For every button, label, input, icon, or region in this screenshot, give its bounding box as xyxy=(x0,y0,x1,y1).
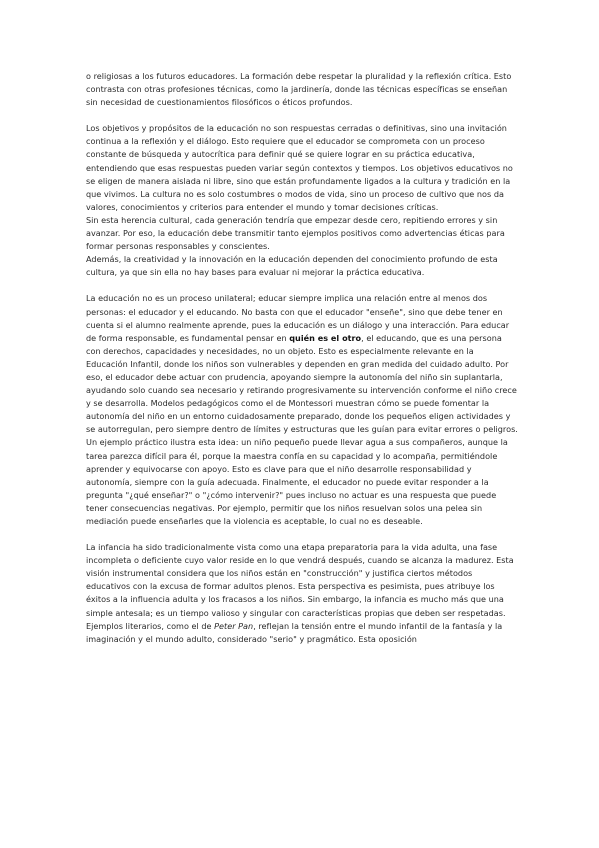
paragraph-gap xyxy=(86,528,518,541)
paragraph-5 xyxy=(86,292,518,528)
paragraph-gap xyxy=(86,109,518,122)
paragraph-6-italic-title: Peter Pan xyxy=(214,620,254,631)
paragraph-gap xyxy=(86,279,518,292)
paragraph-5-bold-phrase: quién es el otro xyxy=(289,332,362,343)
paragraph-5-text-a: La educación no es un proceso unilateral; educar siempre implica una relación entre al menos dos personas: el educador y el educando. No basta con que el educador "enseñe", sino que debe tener en cuenta si el alumno realmente aprende, pues la educación es un diálogo y una interacción. Para educar de forma responsable, es fundamental pensar en xyxy=(86,293,510,343)
paragraph-2: Los objetivos y propósitos de la educación no son respuestas cerradas o definitivas, sino una invitación continua a la reflexión y el diálogo. Esto requiere que el educador se comprometa con un proceso constante de búsqueda y autocrítica para definir qué se quiere lograr en su práctica educativa, entendiendo que esas respuestas pueden variar según contextos y tiempos. Los objetivos educativos no se eligen de manera aislada ni libre, sino que están profundamente ligados a la cultura y tradición en la que vivimos. La cultura no es solo costumbres o modos de vida, sino un proceso de cultivo que nos da valores, conocimientos y criterios para entender el mundo y tomar decisiones críticas. xyxy=(86,123,513,212)
paragraph-3: Sin esta herencia cultural, cada generación tendría que empezar desde cero, repitiendo errores y sin avanzar. Por eso, la educación debe transmitir tanto ejemplos positivos como advertencias éticas para formar personas responsables y conscientes. xyxy=(86,214,505,252)
paragraph-4: Además, la creatividad y la innovación en la educación dependen del conocimiento profundo de esta cultura, ya que sin ella no hay bases para evaluar ni mejorar la práctica educativa. xyxy=(86,254,498,278)
paragraph-6-text-b: , reflejan la tensión entre el mundo infantil de la fantasía y la imaginación y el mundo adulto, considerado "serio" y pragmático. Esta oposición xyxy=(86,620,503,644)
document-body xyxy=(86,70,518,646)
paragraph-6 xyxy=(86,541,518,646)
paragraph-5-text-b: , el educando, que es una persona con derechos, capacidades y necesidades, no un objeto. Esto es especialmente relevante en la Educación Infantil, donde los niños son vulnerables y dependen en gran medida del cuidado adulto. Por eso, el educador debe actuar con prudencia, apoyando siempre la autonomía del niño sin suplantarla, ayudando solo cuando sea necesario y retirando progresivamente su intervención conforme el niño crece y se desarrolla. Modelos pedagógicos como el de Montessori muestran cómo se puede fomentar la autonomía del niño en un entorno cuidadosamente preparado, donde los pequeños eligen actividades y se autorregulan, pero siempre dentro de límites y estructuras que les guían para evitar errores o peligros. Un ejemplo práctico ilustra esta idea: un niño pequeño puede llevar agua a sus compañeros, aunque la tarea parezca difícil para él, porque la maestra confía en su capacidad y lo acompaña, permitiéndole aprender y equivocarse con apoyo. Esto es clave para que el niño desarrolle responsabilidad y autonomía, siempre con la guía adecuada. Finalmente, el educador no puede evitar responder a la pregunta "¿qué enseñar?" o "¿cómo intervenir?" pues incluso no actuar es una respuesta que puede tener consecuencias negativas. Por ejemplo, permitir que los niños resuelvan solos una pelea sin mediación puede enseñarles que la violencia es aceptable, lo cual no es deseable. xyxy=(86,332,518,526)
paragraph-1: o religiosas a los futuros educadores. La formación debe respetar la pluralidad y la reflexión crítica. Esto contrasta con otras profesiones técnicas, como la jardinería, donde las técnicas específicas se enseñan sin necesidad de cuestionamientos filosóficos o éticos profundos. xyxy=(86,71,512,108)
paragraph-6-text-a: La infancia ha sido tradicionalmente vista como una etapa preparatoria para la vida adulta, una fase incompleta o deficiente cuyo valor reside en lo que vendrá después, cuando se alcanza la madurez. Esta visión instrumental considera que los niños están en "construcción" y justifica ciertos métodos educativos con la excusa de formar adultos plenos. Esta perspectiva es pesimista, pues atribuye los éxitos a la influencia adulta y los fracasos a los niños. Sin embargo, la infancia es mucho más que una simple antesala; es un tiempo valioso y singular con características propias que deben ser respetadas. Ejemplos literarios, como el de xyxy=(86,542,514,631)
